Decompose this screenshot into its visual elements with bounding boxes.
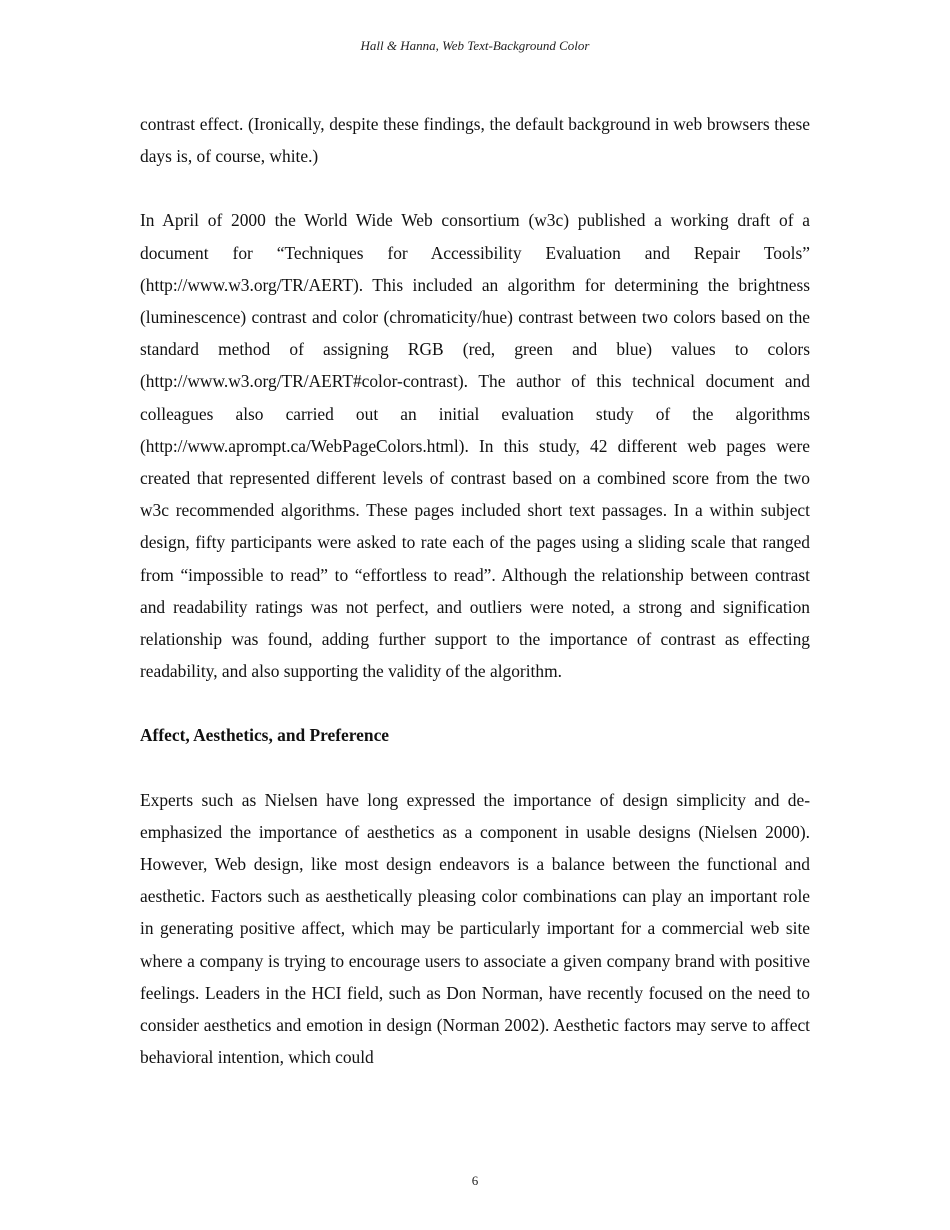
paragraph-contrast-effect: contrast effect. (Ironically, despite these findings, the default background in web browsers these days is, of course, white.) xyxy=(140,114,810,167)
page-number: 6 xyxy=(471,1173,479,1188)
paragraph-aesthetics: Experts such as Nielsen have long expressed the importance of design simplicity and de-emphasized the importance of aesthetics as a component in usable designs (Nielsen 2000). However, Web design, like most design endeavors is a balance between the functional and aesthetic. Factors such as aesthetically pleasing color combinations can play an important role in generating positive affect, which may be particularly important for a commercial web site where a company is trying to encourage users to associate a given company brand with positive feelings. Leaders in the HCI field, such as Don Norman, have recently focused on the need to consider aesthetics and emotion in design (Norman 2002). Aesthetic factors may serve to affect behavioral intention, which could xyxy=(140,789,810,1068)
paragraph-w3c-algorithm: In April of 2000 the World Wide Web consortium (w3c) published a working draft of a document for “Techniques for Accessibility Evaluation and Repair Tools” (http://www.w3.org/TR/AERT). This included an algorithm for determining the brightness (luminescence) contrast and color (chromaticity/hue) contrast between two colors based on the standard method of assigning RGB (red, green and blue) values to colors (http://www.w3.org/TR/AERT#color-contrast). The author of this technical document and colleagues also carried out an initial evaluation study of the algorithms (http://www.aprompt.ca/WebPageColors.html). In this study, 42 different web pages were created that represented different levels of contrast based on a combined score from the two w3c recommended algorithms. These pages included short text passages. In a within subject design, fifty participants were asked to rate each of the pages using a sliding scale that ranged from “impossible to read” to “effortless to read”. Although the relationship between contrast and readability ratings was not perfect, and outliers were noted, a strong and signification relationship was found, adding further support to the importance of contrast as effecting readability, and also supporting the validity of the algorithm. xyxy=(140,210,810,682)
running-header: Hall & Hanna, Web Text-Background Color xyxy=(360,38,590,53)
page-body xyxy=(140,108,810,1073)
section-heading: Affect, Aesthetics, and Preference xyxy=(140,725,390,746)
